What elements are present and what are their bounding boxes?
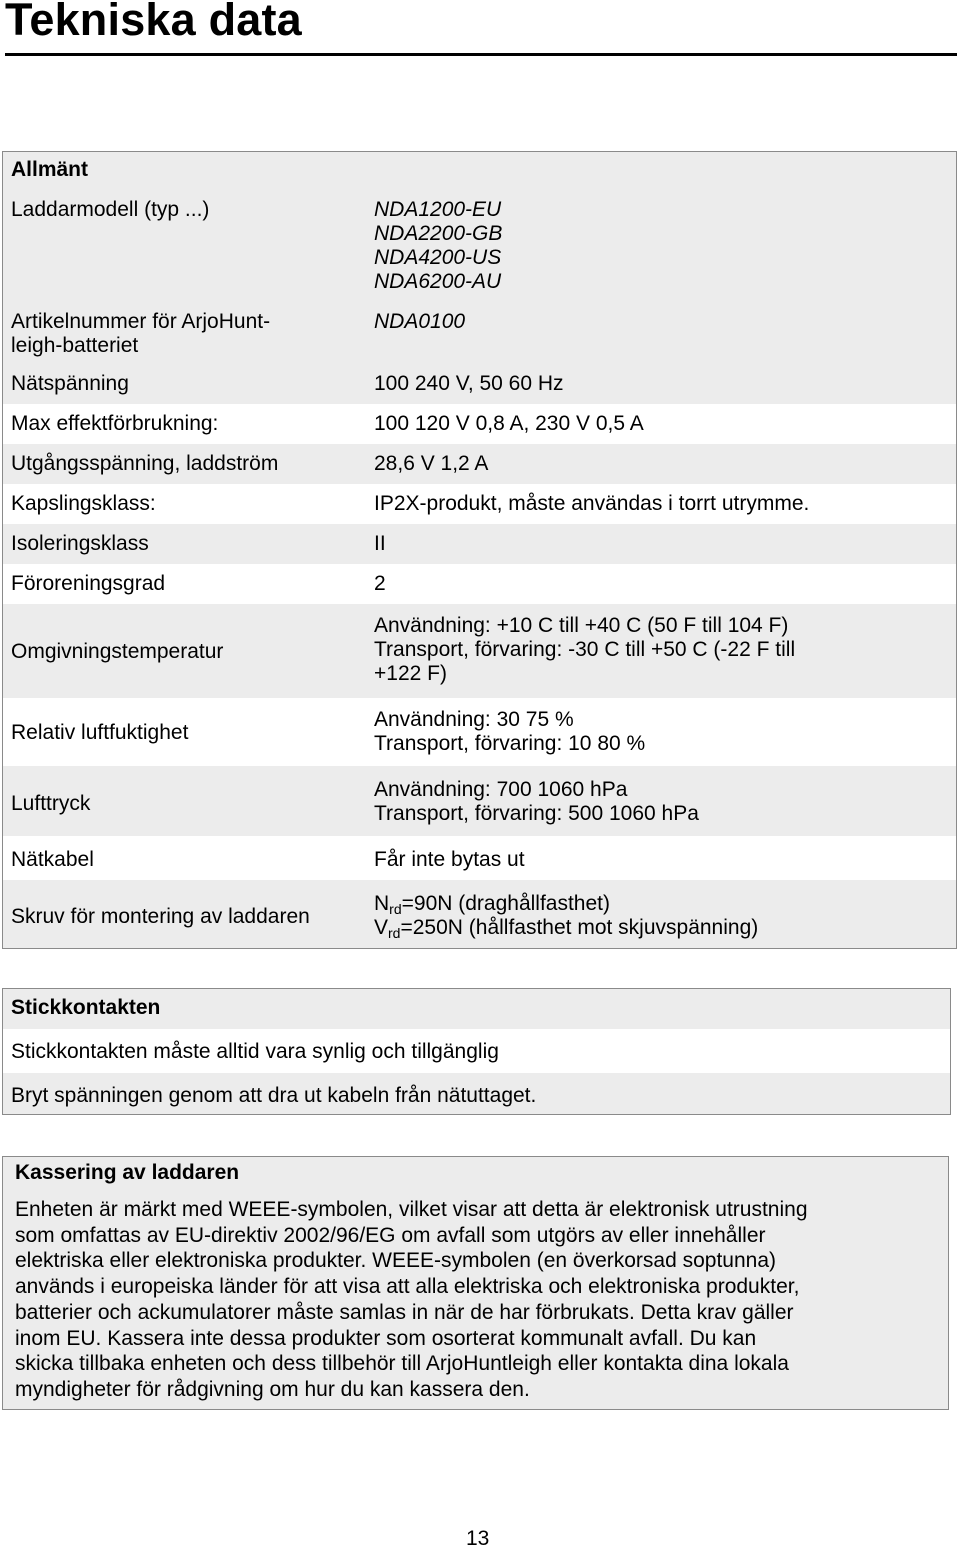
value-line: Användning: +10 C till +40 C (50 F till 104 F)	[374, 614, 789, 637]
row-max-power	[3, 404, 956, 444]
row-label	[11, 310, 270, 358]
row-insulation-class	[3, 524, 956, 564]
plug-text: Bryt spänningen genom att dra ut kabeln från nätuttaget.	[11, 1084, 537, 1107]
disposal-section	[2, 1156, 949, 1410]
row-mounting-screw	[3, 880, 956, 948]
row-output-voltage	[3, 444, 956, 484]
row-value	[374, 614, 795, 686]
value-line: Transport, förvaring: 500 1060 hPa	[374, 802, 699, 825]
symbol: N	[374, 892, 390, 915]
text-line: skicka tillbaka enheten och dess tillbehör till ArjoHuntleigh eller kontakta dina lokala	[15, 1352, 789, 1376]
text-line: batterier och ackumulatorer måste samlas in när de har förbrukats. Detta krav gäller	[15, 1300, 794, 1324]
row-pollution-degree	[3, 564, 956, 604]
value-line	[374, 916, 758, 940]
row-ambient-temperature	[3, 604, 956, 698]
row-label: Omgivningstemperatur	[11, 640, 224, 663]
symbol: V	[374, 916, 389, 939]
value-line	[374, 892, 758, 916]
model-value: NDA1200-EU	[374, 198, 502, 221]
row-charger-model	[3, 186, 956, 310]
value-line: Användning: 30 75 %	[374, 708, 574, 731]
section-heading-general: Allmänt	[11, 158, 89, 181]
value-line: Transport, förvaring: 10 80 %	[374, 732, 646, 755]
row-value: 100 240 V, 50 60 Hz	[374, 372, 564, 395]
row-battery-article	[3, 310, 956, 364]
value-line: Transport, förvaring: -30 C till +50 C (-22 F till	[374, 638, 796, 661]
section-heading-disposal: Kassering av laddaren	[15, 1161, 240, 1184]
value-text: =250N (hållfasthet mot skjuvspänning)	[400, 916, 759, 939]
text-line: som omfattas av EU-direktiv 2002/96/EG om avfall som utgörs av eller innehåller	[15, 1223, 766, 1247]
row-value: NDA0100	[374, 310, 466, 333]
row-label: Isoleringsklass	[11, 532, 149, 555]
text-line: används i europeiska länder för att visa att alla elektriska och elektroniska produkter,	[15, 1275, 800, 1299]
model-value: NDA4200-US	[374, 246, 502, 269]
model-value: NDA2200-GB	[374, 222, 503, 245]
row-value	[374, 778, 699, 826]
row-value: 2	[374, 572, 386, 595]
label-line: Artikelnummer för ArjoHunt-	[11, 310, 271, 333]
section-heading-plug: Stickkontakten	[11, 996, 161, 1019]
row-relative-humidity	[3, 698, 956, 766]
page-title: Tekniska data	[5, 0, 302, 45]
subscript: rd	[388, 925, 401, 941]
disposal-text	[15, 1197, 936, 1403]
row-label: Skruv för montering av laddaren	[11, 905, 310, 928]
row-air-pressure	[3, 766, 956, 836]
row-label: Kapslingsklass:	[11, 492, 156, 515]
row-label: Föroreningsgrad	[11, 572, 166, 595]
row-label: Relativ luftfuktighet	[11, 721, 189, 744]
label-line: leigh-batteriet	[11, 334, 139, 357]
general-section	[2, 151, 957, 949]
value-line: Användning: 700 1060 hPa	[374, 778, 628, 801]
row-value	[374, 708, 645, 756]
row-value: IP2X-produkt, måste användas i torrt utrymme.	[374, 492, 810, 515]
subscript: rd	[389, 901, 402, 917]
text-line: myndigheter för rådgivning om hur du kan kassera den.	[15, 1377, 530, 1401]
text-line: inom EU. Kassera inte dessa produkter som osorterat kommunalt avfall. Du kan	[15, 1326, 757, 1350]
row-value: Får inte bytas ut	[374, 848, 525, 871]
row-value: 100 120 V 0,8 A, 230 V 0,5 A	[374, 412, 644, 435]
row-mains-cable	[3, 836, 956, 880]
row-label: Nätspänning	[11, 372, 129, 395]
row-value	[374, 198, 502, 294]
row-value: 28,6 V 1,2 A	[374, 452, 489, 475]
value-text: =90N (draghållfasthet)	[401, 892, 610, 915]
plug-text: Stickkontakten måste alltid vara synlig och tillgänglig	[11, 1040, 499, 1063]
plug-row	[3, 1073, 950, 1115]
row-label: Lufttryck	[11, 792, 91, 815]
row-label: Laddarmodell (typ ...)	[11, 198, 210, 221]
plug-section	[2, 988, 951, 1115]
row-value: II	[374, 532, 386, 555]
row-value	[374, 892, 758, 940]
row-mains-voltage	[3, 364, 956, 404]
row-enclosure-class	[3, 484, 956, 524]
text-line: Enheten är märkt med WEEE-symbolen, vilket visar att detta är elektronisk utrustning	[15, 1198, 808, 1221]
page-number: 13	[466, 1527, 490, 1550]
row-label: Nätkabel	[11, 848, 94, 871]
text-line: elektriska eller elektroniska produkter. WEEE-symbolen (en överkorsad soptunna)	[15, 1249, 777, 1273]
row-label: Max effektförbrukning:	[11, 412, 219, 435]
value-line: +122 F)	[374, 662, 447, 685]
title-divider	[5, 53, 957, 56]
plug-row	[3, 1029, 950, 1073]
row-label: Utgångsspänning, laddström	[11, 452, 279, 475]
model-value: NDA6200-AU	[374, 270, 502, 293]
